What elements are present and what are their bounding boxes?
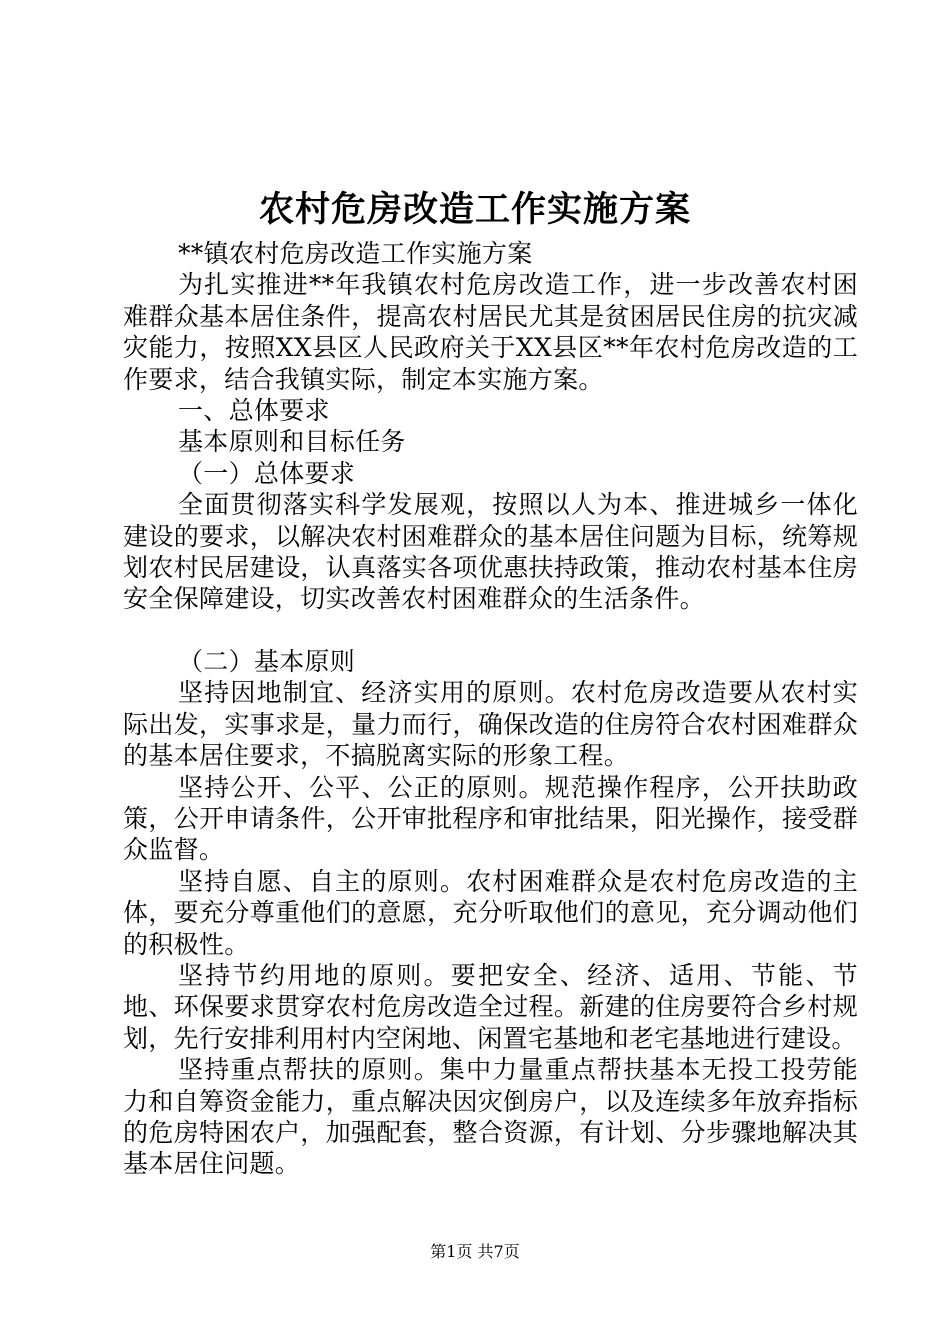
- paragraph-principle-local: 坚持因地制宜、经济实用的原则。农村危房改造要从农村实际出发，实事求是，量力而行，确保改造的住房符合农村困难群众的基本居住要求，不搞脱离实际的形象工程。: [123, 678, 858, 771]
- paragraph-principle-voluntary: 坚持自愿、自主的原则。农村困难群众是农村危房改造的主体，要充分尊重他们的意愿，充分听取他们的意见，充分调动他们的积极性。: [123, 866, 858, 959]
- heading-section-1: 一、总体要求: [178, 396, 330, 426]
- paragraph-subtitle: **镇农村危房改造工作实施方案: [178, 239, 533, 268]
- document-title: 农村危房改造工作实施方案: [258, 189, 691, 230]
- paragraph-principle-focus: 坚持重点帮扶的原则。集中力量重点帮扶基本无投工投劳能力和自筹资金能力，重点解决因灾倒房户，以及连续多年放弃指标的危房特困农户，加强配套，整合资源，有计划、分步骤地解决其基本居住问题。: [123, 1055, 858, 1179]
- document-body: [123, 238, 858, 1180]
- paragraph-general-requirements: 全面贯彻落实科学发展观，按照以人为本、推进城乡一体化建设的要求，以解决农村困难群众的基本居住问题为目标，统筹规划农村民居建设，认真落实各项优惠扶持政策，推动农村基本住房安全保障建设，切实改善农村困难群众的生活条件。: [123, 490, 858, 614]
- heading-general-requirements: （一）总体要求: [178, 458, 356, 488]
- heading-basic-principles: （二）基本原则: [178, 646, 356, 676]
- page-number-footer: 第1页 共7页: [430, 1242, 520, 1261]
- paragraph-intro: 为扎实推进**年我镇农村危房改造工作，进一步改善农村困难群众基本居住条件，提高农村居民尤其是贫困居民住房的抗灾减灾能力，按照XX县区人民政府关于XX县区**年农村危房改造的工作要求，结合我镇实际，制定本实施方案。: [123, 270, 858, 394]
- paragraph-principle-land: 坚持节约用地的原则。要把安全、经济、适用、节能、节地、环保要求贯穿农村危房改造全过程。新建的住房要符合乡村规划，先行安排利用村内空闲地、闲置宅基地和老宅基地进行建设。: [123, 960, 858, 1053]
- paragraph-principle-openness: 坚持公开、公平、公正的原则。规范操作程序，公开扶助政策，公开申请条件，公开审批程序和审批结果，阳光操作，接受群众监督。: [123, 772, 858, 865]
- heading-principles-goals: 基本原则和目标任务: [178, 427, 406, 457]
